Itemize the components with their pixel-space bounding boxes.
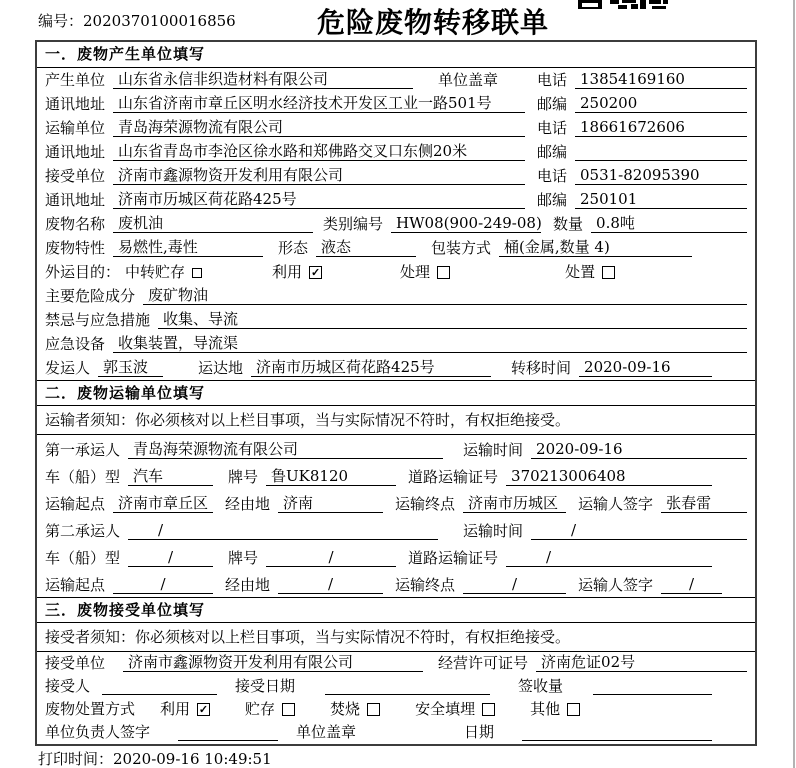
transporter-zip-value — [575, 160, 747, 161]
dest1-value: 济南市历城区 — [463, 494, 566, 513]
row-transporter — [37, 116, 755, 140]
unit-seal2-label: 单位盖章 — [296, 723, 357, 741]
license-value: 济南危证02号 — [536, 653, 747, 672]
row-responsible-signature — [37, 721, 755, 744]
quantity-label: 数量 — [553, 215, 584, 233]
section-transporter — [37, 380, 755, 597]
purpose-use-checkbox: ✓ — [310, 266, 321, 279]
sign2-label: 运输人签字 — [578, 576, 654, 594]
receiver-notice: 接受者须知：你必须核对以上栏目事项，当与实际情况不符时，有权拒绝接受。 — [37, 623, 755, 652]
sign1-value: 张春雷 — [661, 494, 747, 513]
packaging-value: 桶(金属,数量 4) — [499, 238, 692, 257]
row-transfer-purpose — [37, 260, 755, 284]
section3-heading: 三．废物接受单位填写 — [37, 597, 755, 623]
purpose-option-treat-label: 处理 — [400, 263, 431, 281]
category-value: HW08(900-249-08) — [391, 214, 541, 233]
vehicle2-label: 车（船）型 — [45, 549, 121, 567]
row-disposal-method — [37, 698, 755, 721]
via2-value: / — [278, 575, 383, 594]
carrier1-label: 第一承运人 — [45, 441, 121, 459]
row-route2 — [37, 570, 755, 597]
destination-label: 运达地 — [198, 359, 244, 377]
row-carrier1 — [37, 435, 755, 462]
disposal-incinerate-checkbox — [367, 703, 380, 716]
sign2-value: / — [661, 575, 722, 594]
transfer-time-value: 2020-09-16 — [579, 358, 712, 377]
recipient-label: 接受人 — [45, 677, 91, 695]
carrier2-value: / — [128, 521, 438, 540]
received-amount-value — [593, 694, 712, 695]
traits-value: 易燃性,毒性 — [113, 238, 263, 257]
row-dispatch — [37, 356, 755, 380]
received-amount-label: 签收量 — [518, 677, 564, 695]
hazard-value: 废矿物油 — [143, 286, 747, 305]
dest2-value: / — [463, 575, 566, 594]
purpose-storage-checkbox — [192, 268, 202, 278]
origin1-value: 济南市章丘区 — [113, 494, 213, 513]
dispatcher-value: 郭玉波 — [98, 358, 163, 377]
packaging-label: 包装方式 — [431, 239, 492, 257]
transporter-phone-value: 18661672606 — [575, 118, 747, 137]
recipient-value — [102, 694, 217, 695]
carrier2-label: 第二承运人 — [45, 522, 121, 540]
producer-phone-value: 13854169160 — [575, 70, 747, 89]
destination-value: 济南市历城区荷花路425号 — [251, 358, 491, 377]
receive-unit-value: 济南市鑫源物资开发利用有限公司 — [123, 653, 423, 672]
disposal-option-other-label: 其他 — [530, 700, 561, 718]
receiver-address-value: 济南市历城区荷花路425号 — [113, 190, 525, 209]
receiver-phone-value: 0531-82095390 — [575, 166, 747, 185]
disposal-option-incinerate-label: 焚烧 — [330, 700, 361, 718]
serial-label: 编号： — [38, 12, 84, 30]
permit2-value: / — [506, 548, 712, 567]
row-recipient — [37, 675, 755, 698]
row-vehicle1 — [37, 462, 755, 489]
page-title: 危险废物转移联单 — [316, 6, 549, 39]
producer-zip-label: 邮编 — [536, 95, 567, 113]
row-receiver-address — [37, 188, 755, 212]
print-time — [38, 748, 272, 768]
category-label: 类别编号 — [323, 215, 384, 233]
carrier1-time-value: 2020-09-16 — [531, 440, 747, 459]
receive-date-label: 接受日期 — [235, 677, 296, 695]
receiver-label: 接受单位 — [45, 167, 106, 185]
responsible-sign-label: 单位负责人签字 — [45, 723, 151, 741]
dest2-label: 运输终点 — [395, 576, 456, 594]
producer-zip-value: 250200 — [575, 94, 747, 113]
hazard-label: 主要危险成分 — [45, 287, 136, 305]
disposal-option-use-label: 利用 — [160, 700, 191, 718]
transporter-notice: 运输者须知：你必须核对以上栏目事项，当与实际情况不符时，有权拒绝接受。 — [37, 406, 755, 435]
row-producer — [37, 68, 755, 92]
disposal-label: 废物处置方式 — [45, 700, 136, 718]
purpose-option-storage-label: 中转贮存 — [125, 263, 186, 281]
permit1-label: 道路运输证号 — [408, 468, 499, 486]
purpose-label: 外运目的： — [45, 263, 121, 281]
section-generator — [37, 42, 755, 380]
receive-date-value — [325, 694, 490, 695]
receive-unit-label: 接受单位 — [45, 654, 106, 672]
row-transporter-address — [37, 140, 755, 164]
disposal-other-checkbox — [567, 703, 580, 716]
unit-seal-label: 单位盖章 — [438, 71, 499, 89]
origin2-label: 运输起点 — [45, 576, 106, 594]
producer-address-value: 山东省济南市章丘区明水经济技术开发区工业一路501号 — [113, 94, 525, 113]
disposal-store-checkbox — [282, 703, 295, 716]
dispatcher-label: 发运人 — [45, 359, 91, 377]
receiver-zip-value: 250101 — [575, 190, 747, 209]
manifest-table — [35, 40, 757, 746]
origin1-label: 运输起点 — [45, 495, 106, 513]
via1-value: 济南 — [278, 494, 383, 513]
equipment-label: 应急设备 — [45, 335, 106, 353]
row-waste-name — [37, 212, 755, 236]
producer-value: 山东省永信非织造材料有限公司 — [113, 70, 413, 89]
quantity-value: 0.8吨 — [591, 214, 747, 233]
transporter-zip-label: 邮编 — [536, 143, 567, 161]
qr-code-fragment — [578, 0, 668, 10]
traits-label: 废物特性 — [45, 239, 106, 257]
purpose-treat-checkbox — [437, 266, 450, 279]
carrier1-value: 青岛海荣源物流有限公司 — [128, 440, 443, 459]
carrier2-time-label: 运输时间 — [463, 522, 524, 540]
serial-value: 2020370100016856 — [83, 12, 236, 30]
transporter-value: 青岛海荣源物流有限公司 — [113, 118, 525, 137]
plate1-label: 牌号 — [228, 468, 259, 486]
carrier2-time-value: / — [531, 521, 747, 540]
transfer-time-label: 转移时间 — [511, 359, 572, 377]
row-waste-traits — [37, 236, 755, 260]
dest1-label: 运输终点 — [395, 495, 456, 513]
vehicle1-value: 汽车 — [128, 467, 213, 486]
seal-date-label: 日期 — [464, 723, 495, 741]
receiver-phone-label: 电话 — [536, 167, 567, 185]
transporter-address-value: 山东省青岛市李沧区徐水路和郑佛路交叉口东侧20米 — [113, 142, 525, 161]
plate1-value: 鲁UK8120 — [266, 467, 396, 486]
row-receiver — [37, 164, 755, 188]
receiver-address-label: 通讯地址 — [45, 191, 106, 209]
row-carrier2 — [37, 516, 755, 543]
responsible-sign-value — [178, 740, 278, 741]
purpose-option-dispose-label: 处置 — [565, 263, 596, 281]
row-vehicle2 — [37, 543, 755, 570]
permit1-value: 370213006408 — [506, 467, 712, 486]
row-emergency-measures — [37, 308, 755, 332]
print-time-label: 打印时间： — [38, 750, 114, 768]
print-time-value: 2020-09-16 10:49:51 — [113, 750, 272, 768]
permit2-label: 道路运输证号 — [408, 549, 499, 567]
waste-name-label: 废物名称 — [45, 215, 106, 233]
producer-address-label: 通讯地址 — [45, 95, 106, 113]
row-route1 — [37, 489, 755, 516]
row-emergency-equipment — [37, 332, 755, 356]
emergency-value: 收集、导流 — [158, 310, 747, 329]
disposal-option-store-label: 贮存 — [245, 700, 276, 718]
disposal-use-checkbox: ✓ — [198, 703, 209, 716]
section2-heading: 二．废物运输单位填写 — [37, 380, 755, 406]
seal-date-value — [522, 740, 712, 741]
waste-name-value: 废机油 — [113, 214, 313, 233]
purpose-dispose-checkbox — [602, 266, 615, 279]
form-value: 液态 — [316, 238, 416, 257]
receiver-zip-label: 邮编 — [536, 191, 567, 209]
row-producer-address — [37, 92, 755, 116]
disposal-landfill-checkbox — [482, 703, 495, 716]
row-receive-unit — [37, 652, 755, 675]
producer-phone-label: 电话 — [536, 71, 567, 89]
carrier1-time-label: 运输时间 — [463, 441, 524, 459]
via1-label: 经由地 — [225, 495, 271, 513]
plate2-value: / — [266, 548, 396, 567]
form-label: 形态 — [278, 239, 309, 257]
disposal-option-landfill-label: 安全填埋 — [415, 700, 476, 718]
transporter-label: 运输单位 — [45, 119, 106, 137]
transporter-address-label: 通讯地址 — [45, 143, 106, 161]
transporter-phone-label: 电话 — [536, 119, 567, 137]
row-hazard-components — [37, 284, 755, 308]
section1-heading: 一．废物产生单位填写 — [37, 42, 755, 68]
via2-label: 经由地 — [225, 576, 271, 594]
origin2-value: / — [113, 575, 213, 594]
vehicle2-value: / — [128, 548, 213, 567]
emergency-label: 禁忌与应急措施 — [45, 311, 151, 329]
page-edge-divider — [793, 0, 795, 768]
producer-label: 产生单位 — [45, 71, 106, 89]
sign1-label: 运输人签字 — [578, 495, 654, 513]
vehicle1-label: 车（船）型 — [45, 468, 121, 486]
section-receiver — [37, 597, 755, 744]
plate2-label: 牌号 — [228, 549, 259, 567]
equipment-value: 收集装置，导流渠 — [113, 334, 747, 353]
receiver-value: 济南市鑫源物资开发利用有限公司 — [113, 166, 525, 185]
purpose-option-use-label: 利用 — [272, 263, 303, 281]
license-label: 经营许可证号 — [438, 654, 529, 672]
